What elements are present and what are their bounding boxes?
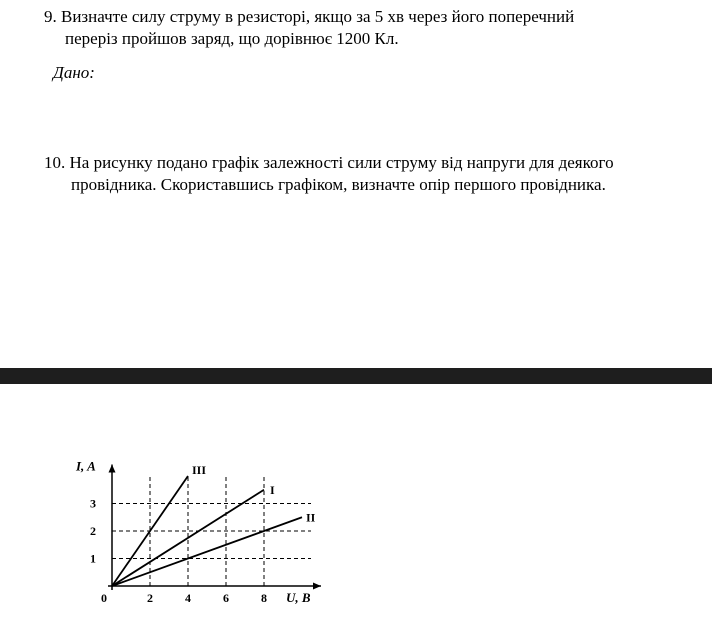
series-label-iii: III [192,463,207,477]
y-axis-arrow [109,465,116,473]
y-tick-label: 2 [90,524,96,538]
current-voltage-graph [60,455,350,615]
x-tick-label: 4 [185,591,191,605]
x-tick-label: 2 [147,591,153,605]
task-9 [0,6,712,50]
axes [108,465,321,591]
series-label-ii: II [306,510,316,525]
series-lines [112,463,316,586]
task-10 [0,152,712,196]
x-tick-label: 8 [261,591,267,605]
grid-lines [112,475,311,587]
given-label: Дано: [53,63,95,82]
series-label-i: I [270,482,275,497]
y-tick-label: 3 [90,496,96,511]
y-tick-label: 1 [90,551,96,566]
task-10-line-1: 10. На рисунку подано графік залежності сили струму від напруги для деякого [44,153,614,172]
task-9-line-2: переріз пройшов заряд, що дорівнює 1200 Кл. [65,29,399,48]
x-axis-label: U, B [286,590,311,605]
task-9-line-1: 9. Визначте силу струму в резисторі, якщо за 5 хв через його поперечний [44,7,575,26]
tick-labels [90,497,267,606]
x-axis-arrow [313,583,321,590]
y-axis-label: I, A [76,458,96,474]
page-divider [0,368,712,384]
x-tick-label: 6 [223,591,229,605]
x-tick-label: 0 [101,591,107,605]
task-10-line-2: провідника. Скориставшись графіком, визначте опір першого провідника. [71,175,606,194]
series-line-ii [112,517,302,586]
